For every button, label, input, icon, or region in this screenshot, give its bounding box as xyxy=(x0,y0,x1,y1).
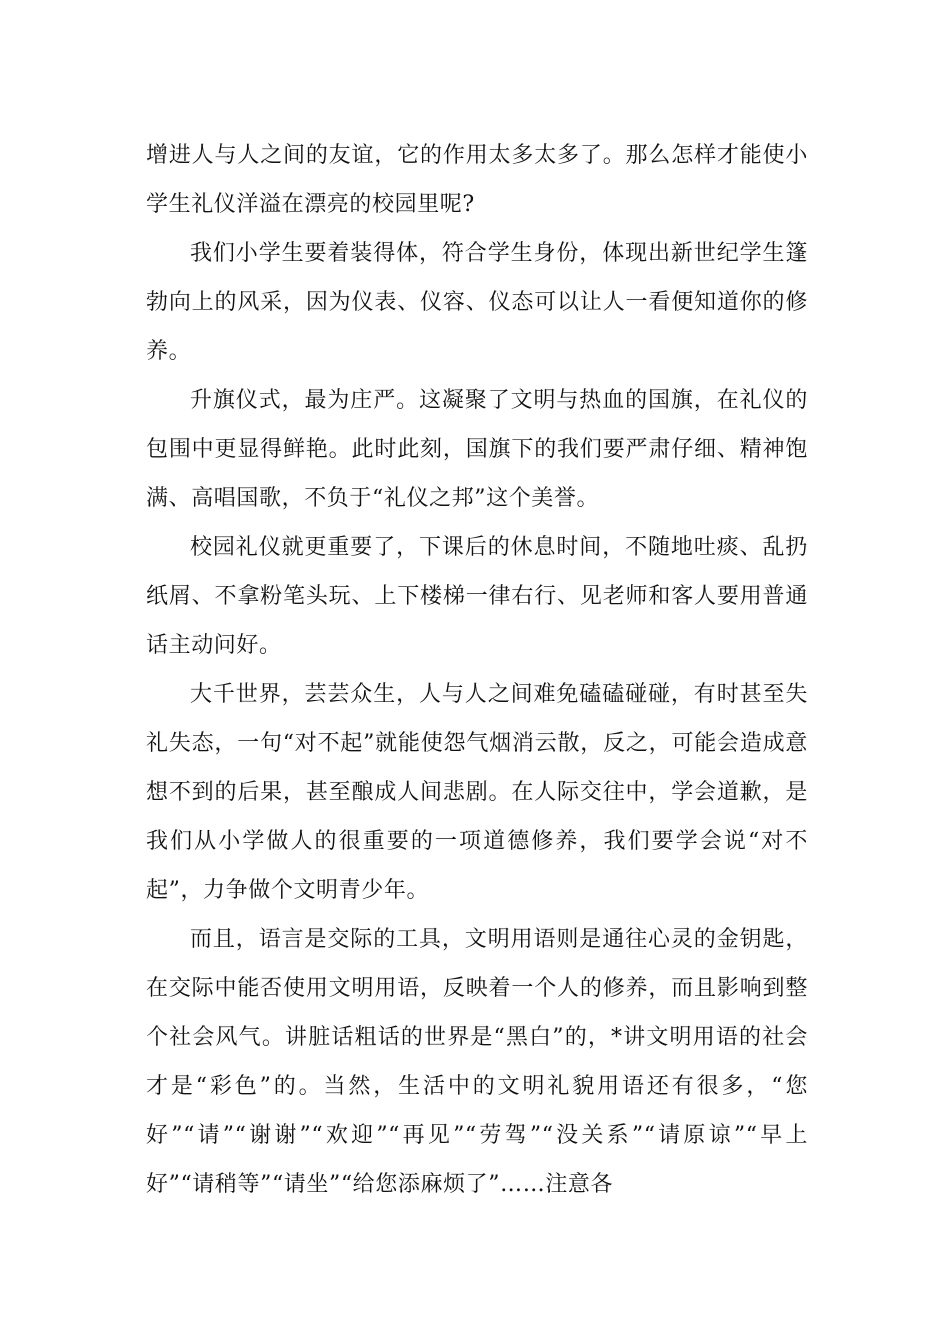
paragraph-3: 升旗仪式，最为庄严。这凝聚了文明与热血的国旗，在礼仪的包围中更显得鲜艳。此时此刻，国旗下的我们要严肃仔细、精神饱满、高唱国歌，不负于“礼仪之邦”这个美誉。 xyxy=(146,388,808,511)
paragraph-5: 大千世界，芸芸众生，人与人之间难免磕磕碰碰，有时甚至失礼失态，一句“对不起”就能使怨气烟消云散，反之，可能会造成意想不到的后果，甚至酿成人间悲剧。在人际交往中，学会道歉，是我们从小学做人的很重要的一项道德修养，我们要学会说“对不起”，力争做个文明青少年。 xyxy=(146,682,808,903)
paragraph-4: 校园礼仪就更重要了，下课后的休息时间，不随地吐痰、乱扔纸屑、不拿粉笔头玩、上下楼梯一律右行、见老师和客人要用普通话主动问好。 xyxy=(146,535,808,658)
document-body xyxy=(146,131,808,1209)
paragraph-1: 增进人与人之间的友谊，它的作用太多太多了。那么怎样才能使小学生礼仪洋溢在漂亮的校园里呢? xyxy=(146,143,808,217)
paragraph-2: 我们小学生要着装得体，符合学生身份，体现出新世纪学生篷勃向上的风采，因为仪表、仪容、仪态可以让人一看便知道你的修养。 xyxy=(146,241,808,364)
paragraph-6: 而且，语言是交际的工具，文明用语则是通往心灵的金钥匙，在交际中能否使用文明用语，反映着一个人的修养，而且影响到整个社会风气。讲脏话粗话的世界是“黑白”的，*讲文明用语的社会才是“彩色”的。当然，生活中的文明礼貌用语还有很多，“您好”“请”“谢谢”“欢迎”“再见”“劳驾”“没关系”“请原谅”“早上好”“请稍等”“请坐”“给您添麻烦了”……注意各 xyxy=(146,927,808,1197)
